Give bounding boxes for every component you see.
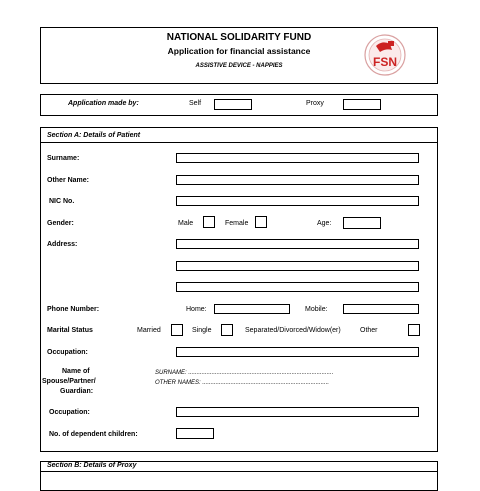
surname-label: Surname: [47,155,80,162]
mobile-label: Mobile: [305,306,328,313]
separated-label: Separated/Divorced/Widow(er) [245,327,341,334]
address-label: Address: [47,241,78,248]
section-a-title: Section A: Details of Patient [47,132,141,139]
section-b-divider [40,471,438,472]
mobile-phone-field[interactable] [343,304,419,314]
address-line-1[interactable] [176,239,419,249]
dependents-field[interactable] [176,428,214,439]
other-label: Other [360,327,378,334]
section-a-divider [40,142,438,143]
nic-field[interactable] [176,196,419,206]
gender-label: Gender: [47,220,74,227]
svg-text:FSN: FSN [373,55,397,69]
self-label: Self [189,100,202,107]
phone-label: Phone Number: [47,306,100,313]
dependents-label: No. of dependent children: [49,431,138,438]
spouse-surname-line[interactable]: SURNAME: ....................................................................................... [155,370,334,376]
surname-field[interactable] [176,153,419,163]
married-checkbox[interactable] [171,324,183,336]
single-label: Single [192,327,212,334]
spouse-label-line3: Guardian: [60,388,94,395]
home-label: Home: [186,306,207,313]
spouse-label-line2: Spouse/Partner/ [42,378,96,385]
spouse-other-names-line[interactable]: OTHER NAMES: ............................................................................ [155,380,330,386]
female-label: Female [225,220,249,227]
occupation2-field[interactable] [176,407,419,417]
female-checkbox[interactable] [255,216,267,228]
marital-label: Marital Status [47,327,93,334]
fsn-logo [362,32,408,78]
address-line-2[interactable] [176,261,419,271]
single-checkbox[interactable] [221,324,233,336]
application-label: Application made by: [68,100,139,107]
age-label: Age: [317,220,332,227]
occupation-field[interactable] [176,347,419,357]
occupation2-label: Occupation: [49,409,90,416]
other-name-field[interactable] [176,175,419,185]
home-phone-field[interactable] [214,304,290,314]
proxy-input[interactable] [343,99,381,110]
self-input[interactable] [214,99,252,110]
nic-label: NIC No. [49,198,75,205]
male-label: Male [178,220,194,227]
occupation-label: Occupation: [47,349,88,356]
form-title: NATIONAL SOLIDARITY FUND [166,32,312,43]
form-subtitle: Application for financial assistance [167,46,311,56]
section-b-title: Section B: Details of Proxy [47,462,137,469]
male-checkbox[interactable] [203,216,215,228]
age-field[interactable] [343,217,381,229]
other-checkbox[interactable] [408,324,420,336]
spouse-label-line1: Name of [62,368,90,375]
form-device: ASSISTIVE DEVICE - NAPPIES [195,63,283,69]
proxy-label: Proxy [306,100,324,107]
married-label: Married [137,327,161,334]
other-name-label: Other Name: [47,177,90,184]
address-line-3[interactable] [176,282,419,292]
